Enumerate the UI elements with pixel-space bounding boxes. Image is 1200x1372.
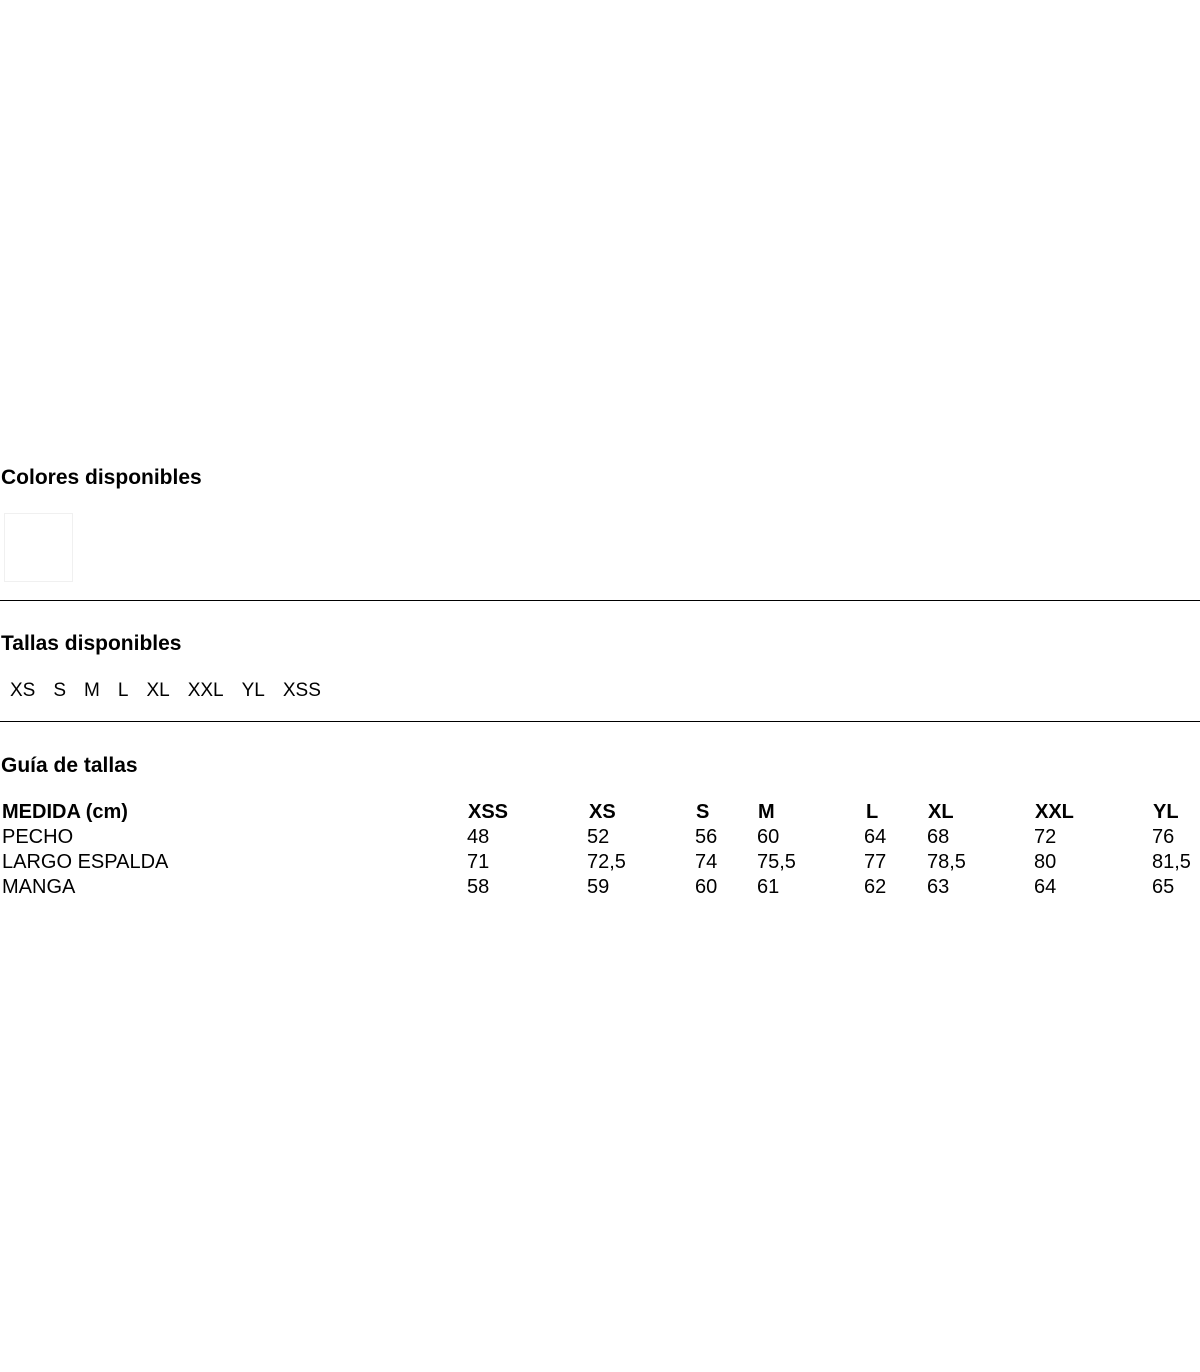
table-header-cell: YL	[1153, 801, 1179, 823]
size-option-yl[interactable]: YL	[241, 680, 265, 701]
section-divider	[0, 721, 1200, 722]
table-header-row	[1, 800, 1200, 825]
table-cell: 64	[1034, 876, 1057, 898]
table-cell: 76	[1152, 826, 1175, 848]
size-option-xs[interactable]: XS	[10, 680, 36, 701]
size-option-xxl[interactable]: XXL	[187, 680, 224, 701]
table-cell: MANGA	[2, 876, 76, 898]
table-cell: 64	[864, 826, 887, 848]
table-cell: 78,5	[927, 851, 966, 873]
size-option-xss[interactable]: XSS	[282, 680, 321, 701]
table-cell: 58	[467, 876, 490, 898]
size-guide-title: Guía de tallas	[1, 754, 138, 777]
table-cell: 80	[1034, 851, 1057, 873]
table-header-cell: M	[758, 801, 775, 823]
table-header-cell: XXL	[1035, 801, 1074, 823]
table-header-cell: MEDIDA (cm)	[2, 801, 128, 823]
section-divider	[0, 600, 1200, 601]
table-cell: 81,5	[1152, 851, 1191, 873]
table-row	[1, 850, 1200, 875]
table-cell: 72,5	[587, 851, 626, 873]
table-cell: 72	[1034, 826, 1057, 848]
table-cell: 52	[587, 826, 610, 848]
sizes-section-title: Tallas disponibles	[1, 632, 182, 655]
table-cell: 61	[757, 876, 780, 898]
size-guide-table	[1, 800, 1200, 900]
size-option-s[interactable]: S	[53, 680, 67, 701]
table-cell: 74	[695, 851, 718, 873]
table-header-cell: XS	[589, 801, 616, 823]
table-cell: 56	[695, 826, 718, 848]
table-cell: 65	[1152, 876, 1175, 898]
table-cell: 77	[864, 851, 887, 873]
table-header-cell: L	[866, 801, 879, 823]
color-swatch-white[interactable]	[4, 513, 73, 582]
table-cell: 60	[757, 826, 780, 848]
size-option-xl[interactable]: XL	[146, 680, 170, 701]
table-header-cell: XSS	[468, 801, 509, 823]
table-cell: 60	[695, 876, 718, 898]
colors-section-title: Colores disponibles	[1, 466, 202, 489]
table-header-cell: S	[696, 801, 710, 823]
table-cell: 68	[927, 826, 950, 848]
table-cell: LARGO ESPALDA	[2, 851, 169, 873]
table-header-cell: XL	[928, 801, 954, 823]
table-cell: PECHO	[2, 826, 74, 848]
size-option-l[interactable]: L	[117, 680, 129, 701]
table-row	[1, 875, 1200, 900]
table-cell: 59	[587, 876, 610, 898]
table-cell: 75,5	[757, 851, 796, 873]
table-cell: 63	[927, 876, 950, 898]
table-row	[1, 825, 1200, 850]
size-option-m[interactable]: M	[84, 680, 100, 701]
table-cell: 62	[864, 876, 887, 898]
table-cell: 71	[467, 851, 490, 873]
available-sizes-list	[10, 681, 339, 700]
table-cell: 48	[467, 826, 490, 848]
